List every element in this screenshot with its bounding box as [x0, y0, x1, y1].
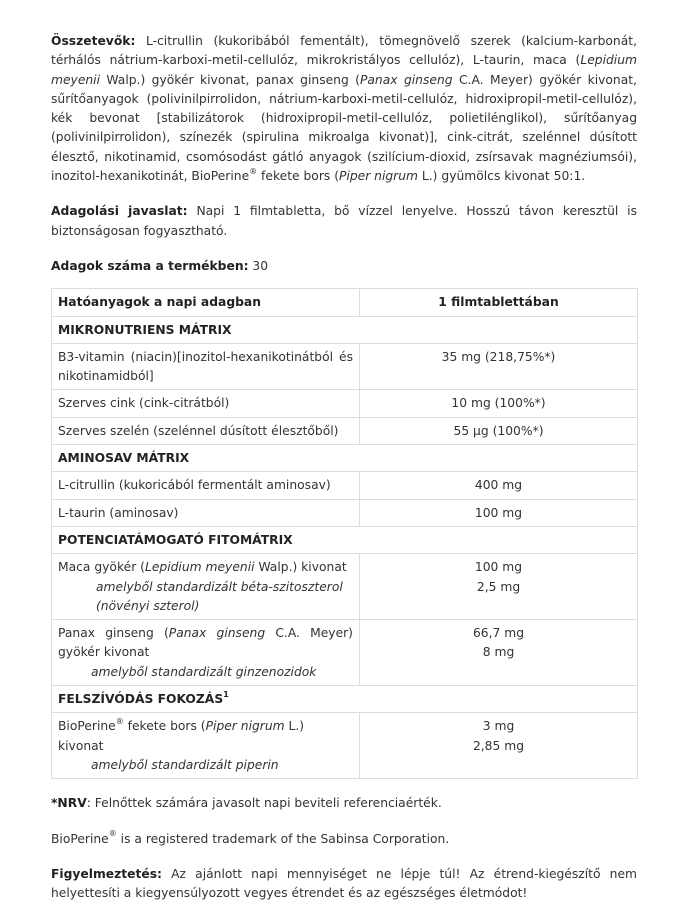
nrv-label: *NRV [51, 796, 87, 811]
section-title: FELSZÍVÓDÁS FOKOZÁS$^1$ [52, 686, 638, 713]
table-section-row [52, 686, 638, 713]
table-row [52, 620, 638, 686]
ingredient-amount: 100 mg [360, 499, 638, 526]
ingredient-name: Panax ginseng (Panax ginseng C.A. Meyer) gyökér kivonat amelyből standardizált ginzenozidok [52, 620, 360, 686]
ingredients-label: Összetevők: [51, 34, 136, 48]
servings-paragraph [51, 257, 637, 276]
table-section-row [52, 526, 638, 553]
servings-label: Adagok száma a termékben: [51, 258, 249, 273]
ingredient-name: BioPerine® fekete bors (Piper nigrum L.) kivonat amelyből standardizált piperin [52, 713, 360, 779]
ingredient-amount: 10 mg (100%*) [360, 390, 638, 417]
warning-label: Figyelmeztetés: [51, 866, 162, 881]
header-amount: 1 filmtablettában [360, 289, 638, 316]
ingredient-name: Maca gyökér (Lepidium meyenii Walp.) kivonat amelyből standardizált béta-szitoszterol (növényi szterol) [52, 554, 360, 620]
section-title: POTENCIATÁMOGATÓ FITOMÁTRIX [52, 526, 638, 553]
ingredient-sub: amelyből standardizált piperin [91, 757, 279, 772]
table-header-row [52, 289, 638, 316]
ingredient-amount: 35 mg (218,75%*) [360, 343, 638, 390]
ingredient-amount: 100 mg 2,5 mg [360, 554, 638, 620]
footnote-mark: 1 [223, 689, 229, 699]
header-ingredient: Hatóanyagok a napi adagban [52, 289, 360, 316]
table-row [52, 417, 638, 444]
ingredient-amount: 66,7 mg 8 mg [360, 620, 638, 686]
ingredient-name: Szerves cink (cink-citrátból) [52, 390, 360, 417]
usage-label: Adagolási javaslat: [51, 204, 188, 219]
registered-mark: ® [108, 829, 117, 839]
trademark-note: BioPerine® is a registered trademark of the Sabinsa Corporation. [51, 829, 450, 846]
servings-value: 30 [248, 258, 269, 273]
ingredient-sub: amelyből standardizált béta-szitoszterol (növényi szterol) [96, 579, 343, 613]
ingredient-name: Szerves szelén (szelénnel dúsított élesztőből) [52, 417, 360, 444]
table-section-row [52, 316, 638, 343]
ingredient-name: B3-vitamin (niacin)[inozitol-hexanikotinátból és nikotinamidból] [52, 343, 360, 390]
table-row [52, 713, 638, 779]
nrv-note: *NRV: Felnőttek számára javasolt napi beviteli referenciaérték. [51, 796, 442, 811]
table-row [52, 390, 638, 417]
ingredient-amount: 400 mg [360, 472, 638, 499]
nutrition-table [51, 288, 638, 779]
table-row [52, 554, 638, 620]
warning-paragraph: Figyelmeztetés: Az ajánlott napi mennyiséget ne lépje túl! Az étrend-kiegészítő nem helyettesíti a kiegyensúlyozott vegyes étrendet és az egészséges életmódot! [51, 866, 637, 901]
registered-mark: ® [115, 717, 124, 727]
registered-mark: ® [249, 166, 258, 176]
section-title: MIKRONUTRIENS MÁTRIX [52, 316, 638, 343]
ingredient-amount: 3 mg 2,85 mg [360, 713, 638, 779]
usage-paragraph: Adagolási javaslat: Napi 1 filmtabletta, bő vízzel lenyelve. Hosszú távon keresztül is biztonságosan fogyasztható. [51, 204, 637, 238]
ingredient-amount: 55 µg (100%*) [360, 417, 638, 444]
table-row [52, 499, 638, 526]
ingredient-name: L-citrullin (kukoricából fermentált aminosav) [52, 472, 360, 499]
table-row [52, 472, 638, 499]
section-title: AMINOSAV MÁTRIX [52, 445, 638, 472]
ingredient-sub: amelyből standardizált ginzenozidok [91, 664, 317, 679]
ingredient-name: L-taurin (aminosav) [52, 499, 360, 526]
table-section-row [52, 445, 638, 472]
ingredients-paragraph: Összetevők: L-citrullin (kukoribából fementált), tömegnövelő szerek (kalcium-karbonát, térhálós nátrium-karboxi-metil-cellulóz, mikrokristályos cellulóz), L-taurin, maca (Lepidium meyenii Walp.) gyökér kivonat, panax ginseng (Panax ginseng C.A. Meyer) gyökér kivonat, sűrítőanyagok (polivinilpirrolidon, nátrium-karboxi-metil-cellulóz, hidroxipropil-metil-cellulóz), kék bevonat [stabilizátorok (hidroxipropil-metil-cellulóz, polietilénglikol), sűrítőanyag (polivinilpirrolidon), színezék (spirulina mikroalga kivonat)], cink-citrát, szelénnel dúsított élesztő, nikotinamid, csomósodást gátló anyagok (szilícium-dioxid, zsírsavak magnéziumsói), inozitol-hexanikotinát, BioPerine® fekete bors (Piper nigrum L.) gyümölcs kivonat 50:1. [51, 34, 637, 184]
table-row [52, 343, 638, 390]
